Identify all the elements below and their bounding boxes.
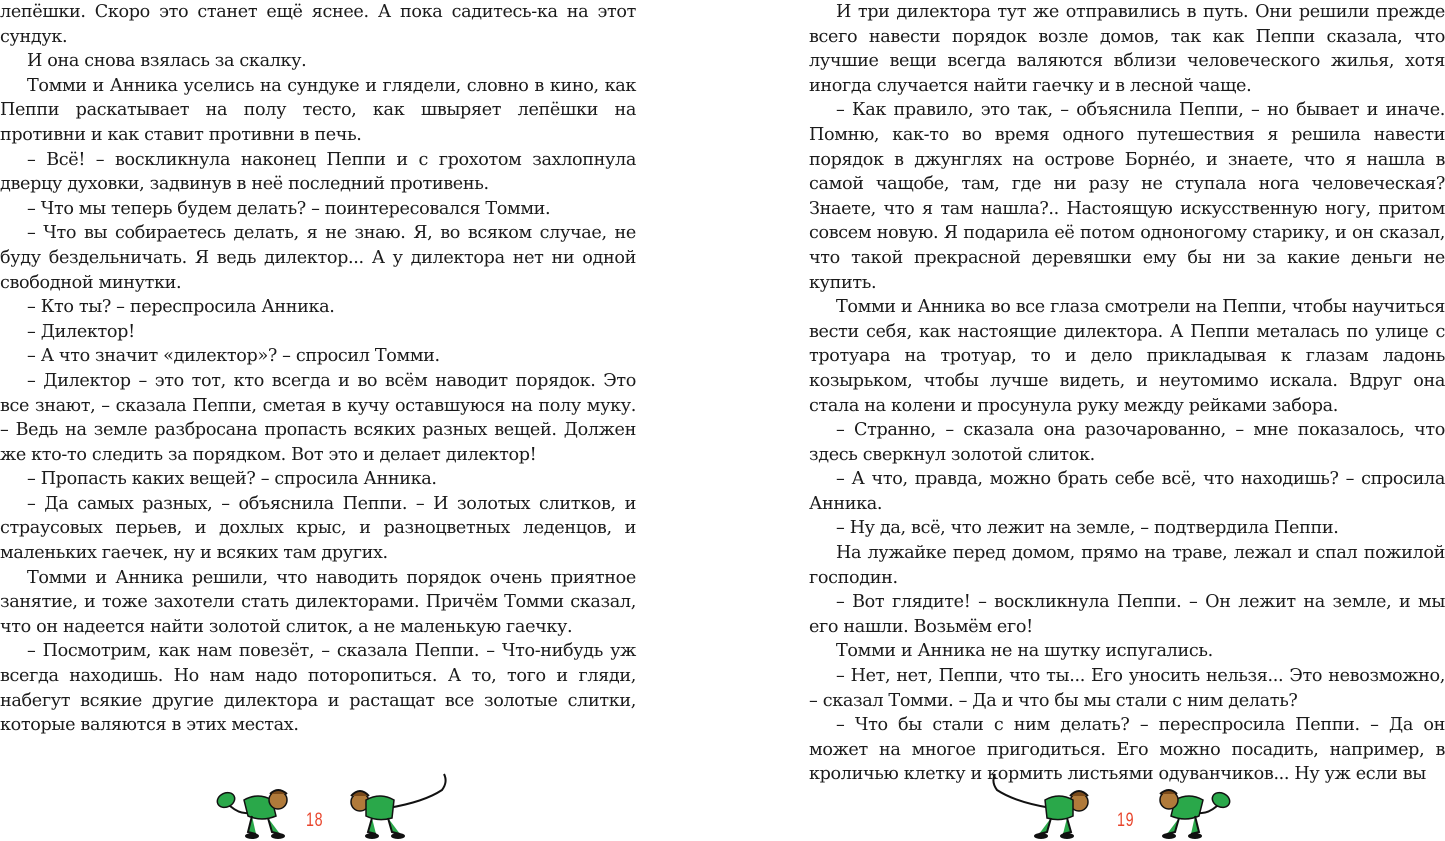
paragraph: – Дилектор – это тот, кто всегда и во всём наводит порядок. Это все знают, – сказала Пеппи, сметая в кучу оставшуюся на полу муку. – Ведь на земле разбросана пропасть всяких разных вещей. Должен же кто-то следить за порядком. Вот это и делает дилектор!	[0, 370, 636, 465]
paragraph: Томми и Анника во все глаза смотрели на Пеппи, чтобы научиться вести себя, как настоящие дилектора. А Пеппи металась по улице с тротуара на тротуар, то и дело прикладывая к глазам ладонь козырьком, чтобы лучше видеть, и неутомимо искала. Вдруг она стала на колени и просунула руку между рейками забора.	[809, 297, 1445, 416]
left-page-footer	[0, 770, 636, 840]
paragraph: – Вот глядите! – воскликнула Пеппи. – Он лежит на земле, и мы его нашли. Возьмём его!	[809, 592, 1445, 637]
paragraph: – Нет, нет, Пеппи, что ты... Его уносить нельзя... Это невозможно, – сказал Томми. – Да и что бы мы стали с ним делать?	[809, 666, 1445, 711]
left-page	[0, 0, 636, 841]
bent-over-figure-icon	[1153, 786, 1235, 840]
paragraph: – Что вы собираетесь делать, я не знаю. Я, во всяком случае, не буду бездельничать. Я ведь дилектор... А у дилектора нет ни одной свободной минутки.	[0, 223, 636, 293]
paragraph: – Всё! – воскликнула наконец Пеппи и с грохотом захлопнула дверцу духовки, задвинув в неё последний противень.	[0, 149, 636, 195]
paragraph: – Ну да, всё, что лежит на земле, – подтвердила Пеппи.	[836, 518, 1339, 539]
paragraph: – А что значит «дилектор»? – спросил Томми.	[27, 346, 440, 367]
paragraph: – Пропасть каких вещей? – спросила Анника.	[27, 469, 437, 490]
page-number: 19	[1117, 810, 1135, 831]
paragraph: Томми и Анника уселись на сундуке и глядели, словно в кино, как Пеппи раскатывает на полу тесто, как швыряет лепёшки на противни и как ставит противни в печь.	[0, 75, 636, 145]
paragraph: Томми и Анника решили, что наводить порядок очень приятное занятие, и тоже захотели стать дилекторами. Причём Томми сказал, что он надеется найти золотой слиток, а не маленькую гаечку.	[0, 567, 636, 637]
paragraph: На лужайке перед домом, прямо на траве, лежал и спал пожилой господин.	[809, 543, 1445, 588]
paragraph: – Что бы стали с ним делать? – переспросила Пеппи. – Да он может на многое пригодиться. Его можно посадить, например, в кроличью клетку и кормить листьями одуванчиков... Ну уж если вы	[809, 715, 1445, 785]
paragraph: Томми и Анника не на шутку испугались.	[836, 641, 1213, 662]
paragraph: – А что, правда, можно брать себе всё, что находишь? – спросила Анника.	[809, 469, 1445, 514]
paragraph: И она снова взялась за скалку.	[27, 51, 307, 72]
paragraph: – Странно, – сказала она разочарованно, – мне показалось, что здесь сверкнул золотой слиток.	[809, 420, 1445, 465]
paragraph: – Посмотрим, как нам повезёт, – сказала Пеппи. – Что-нибудь уж всегда находишь. Но нам надо поторопиться. А то, того и гляди, набегут всякие другие дилектора и растащат все золотые слитки, которые валяются в этих местах.	[0, 641, 636, 736]
right-page-footer	[809, 770, 1445, 840]
bent-over-figure-with-tail-icon	[985, 772, 1095, 840]
page-number: 18	[306, 810, 324, 831]
paragraph: лепёшки. Скоро это станет ещё яснее. А пока садитесь-ка на этот сундук.	[0, 2, 636, 47]
paragraph: – Как правило, это так, – объяснила Пеппи, – но бывает и иначе. Помню, как-то во время одного путешествия я решила навести порядок в джунглях на острове Борнéо, и знаете, что я нашла в самой чащобе, там, где ни разу не ступала нога человеческая? Знаете, что я там нашла?.. Настоящую искусственную ногу, притом совсем новую. Я подарила её потом одноногому старику, и он сказал, что такой прекрасной деревяшки ему бы ни за какие деньги не купить.	[809, 100, 1445, 293]
left-page-text	[0, 0, 636, 738]
paragraph: – Что мы теперь будем делать? – поинтересовался Томми.	[27, 198, 551, 219]
paragraph: – Да самых разных, – объяснила Пеппи. – И золотых слитков, и страусовых перьев, и дохлых крыс, и разноцветных леденцов, и маленьких гаечек, ну и всяких там других.	[0, 493, 636, 564]
bent-over-figure-icon	[212, 786, 294, 840]
right-page	[809, 0, 1445, 841]
paragraph: – Кто ты? – переспросила Анника.	[27, 297, 335, 318]
bent-over-figure-with-tail-icon	[344, 772, 454, 840]
paragraph: – Дилектор!	[27, 321, 135, 342]
right-page-text	[809, 0, 1445, 787]
paragraph: И три дилектора тут же отправились в путь. Они решили прежде всего навести порядок возле домов, так как Пеппи сказала, что лучшие вещи всегда валяются вблизи человеческого жилья, хотя иногда случается найти гаечку и в лесной чаще.	[809, 2, 1445, 96]
